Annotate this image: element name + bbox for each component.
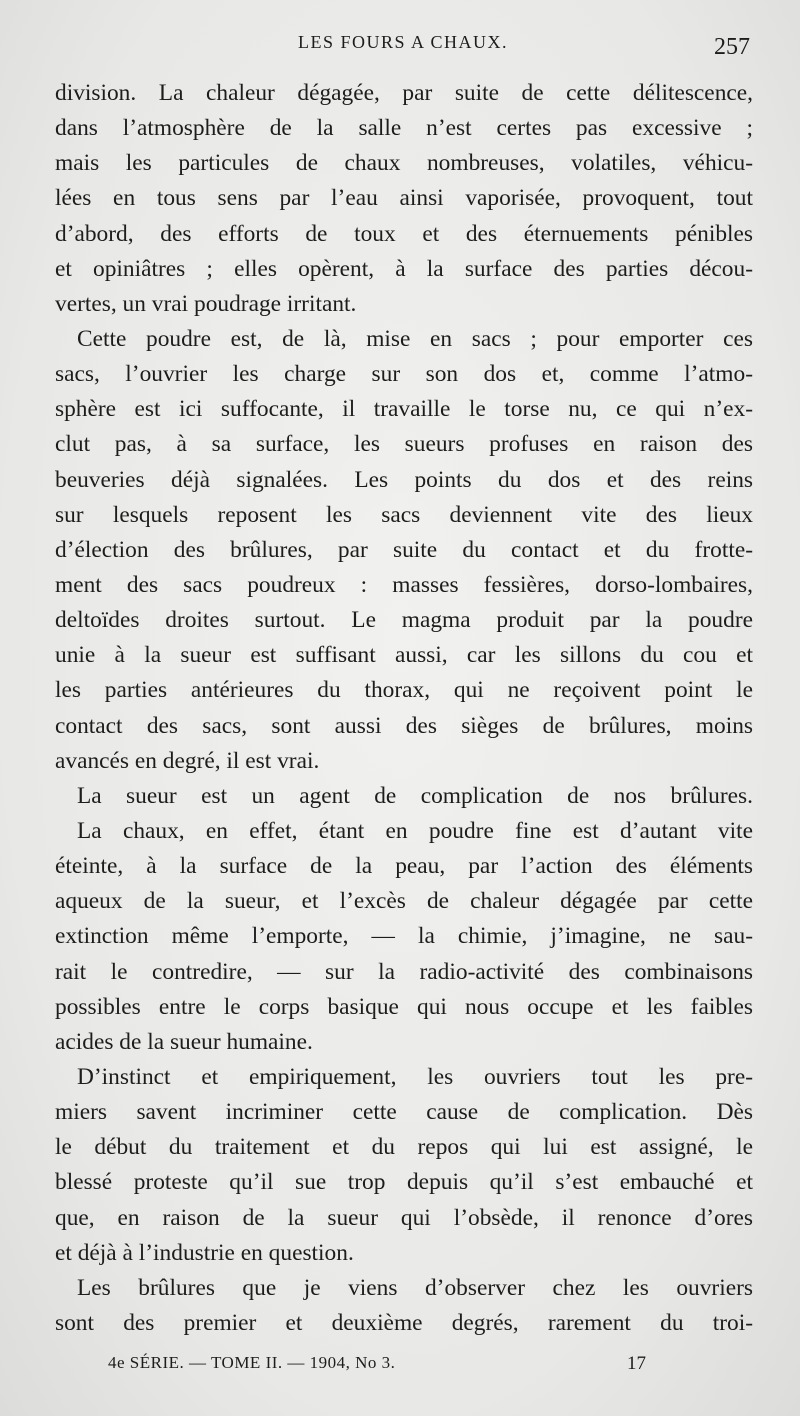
- text-line: vertes, un vrai poudrage irritant.: [55, 290, 357, 317]
- text-line: sphère est ici suffocante, il travaille le torse nu, ce qui n’ex-: [55, 396, 753, 423]
- text-line: miers savent incriminer cette cause de complication. Dès: [55, 1099, 753, 1126]
- running-title: LES FOURS A CHAUX.: [297, 32, 509, 52]
- text-line: Les brûlures que je viens d’observer chez les ouvriers: [77, 1274, 753, 1301]
- page-header: [56, 32, 750, 62]
- text-line: lées en tous sens par l’eau ainsi vaporisée, provoquent, tout: [55, 185, 753, 212]
- text-line: et opiniâtres ; elles opèrent, à la surface des parties décou-: [55, 255, 753, 282]
- text-line: d’élection des brûlures, par suite du contact et du frotte-: [55, 536, 753, 563]
- text-line: mais les particules de chaux nombreuses, volatiles, véhicu-: [55, 150, 753, 177]
- text-line: éteinte, à la surface de la peau, par l’action des éléments: [55, 853, 753, 880]
- page-number: 257: [714, 34, 750, 60]
- text-line: sont des premier et deuxième degrés, rarement du troi-: [55, 1309, 753, 1336]
- text-line: deltoïdes droites surtout. Le magma produit par la poudre: [55, 607, 753, 634]
- text-line: Cette poudre est, de là, mise en sacs ; pour emporter ces: [77, 325, 753, 352]
- text-line: ment des sacs poudreux : masses fessières, dorso-lombaires,: [55, 571, 753, 598]
- text-line: contact des sacs, sont aussi des sièges de brûlures, moins: [55, 712, 753, 739]
- text-line: D’instinct et empiriquement, les ouvriers tout les pre-: [77, 1063, 753, 1090]
- footer-series-line: 4e SÉRIE. — TOME II. — 1904, No 3.: [108, 1353, 396, 1372]
- text-line: acides de la sueur humaine.: [55, 1028, 313, 1055]
- text-line: division. La chaleur dégagée, par suite de cette délitescence,: [55, 80, 753, 106]
- text-line: extinction même l’emporte, — la chimie, j’imagine, ne sau-: [55, 923, 753, 950]
- text-line: sacs, l’ouvrier les charge sur son dos et, comme l’atmo-: [55, 361, 753, 388]
- text-line: La chaux, en effet, étant en poudre fine est d’autant vite: [77, 817, 753, 844]
- text-line: les parties antérieures du thorax, qui ne reçoivent point le: [55, 677, 753, 704]
- footer-sheet-number: 17: [627, 1353, 646, 1374]
- text-line: sur lesquels reposent les sacs deviennent vite des lieux: [55, 501, 753, 528]
- text-line: possibles entre le corps basique qui nous occupe et les faibles: [55, 993, 753, 1020]
- text-line: unie à la sueur est suffisant aussi, car les sillons du cou et: [55, 642, 753, 669]
- page-footer: [108, 1353, 646, 1383]
- text-line: beuveries déjà signalées. Les points du dos et des reins: [55, 466, 753, 493]
- text-line: que, en raison de la sueur qui l’obsède, il renonce d’ores: [55, 1204, 753, 1231]
- text-line: La sueur est un agent de complication de nos brûlures.: [77, 782, 753, 809]
- text-line: le début du traitement et du repos qui lui est assigné, le: [55, 1134, 753, 1161]
- text-line: rait le contredire, — sur la radio-activité des combinaisons: [55, 958, 753, 985]
- body-text: [55, 76, 753, 1341]
- text-line: aqueux de la sueur, et l’excès de chaleur dégagée par cette: [55, 888, 753, 915]
- text-line: blessé proteste qu’il sue trop depuis qu’il s’est embauché et: [55, 1169, 753, 1196]
- text-line: avancés en degré, il est vrai.: [55, 747, 320, 774]
- text-line: d’abord, des efforts de toux et des éternuements pénibles: [55, 220, 753, 247]
- text-line: dans l’atmosphère de la salle n’est certes pas excessive ;: [55, 115, 753, 142]
- text-line: et déjà à l’industrie en question.: [55, 1239, 354, 1266]
- text-line: clut pas, à sa surface, les sueurs profuses en raison des: [55, 431, 753, 458]
